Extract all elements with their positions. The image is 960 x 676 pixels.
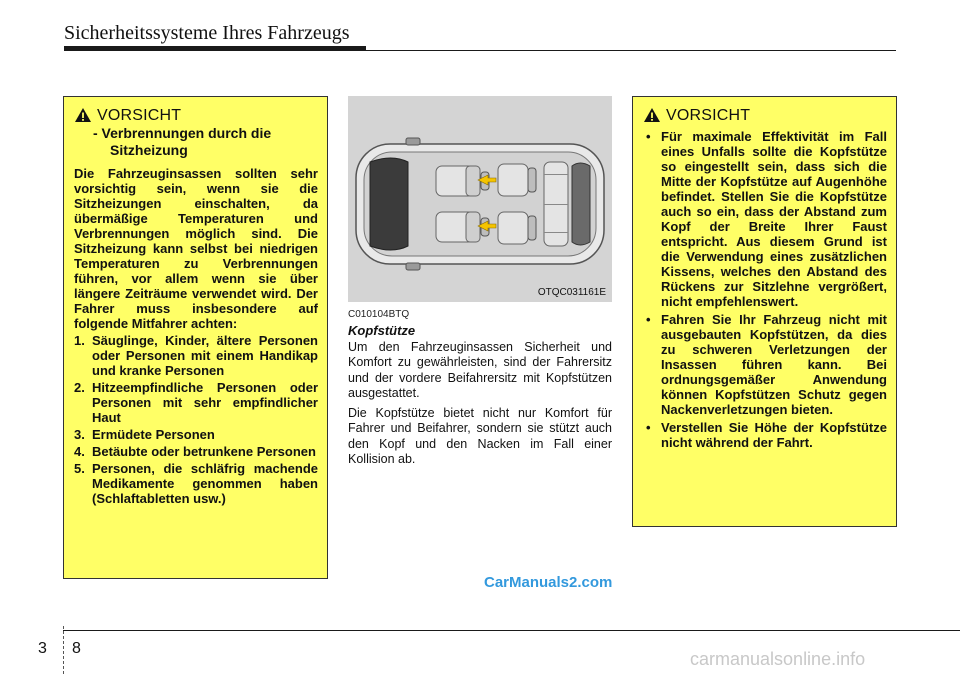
list-item-number: 3. — [74, 427, 85, 442]
bullet-icon: • — [646, 420, 651, 435]
list-item-text: Fahren Sie Ihr Fahrzeug nicht mit ausgebauten Kopfstützen, da dies zu schweren Verletzungen der Insassen führen kann. Bei ordnungsgemäßer Anwendung können Kopfstützen Schutz gegen Nackenverletzungen bieten. — [661, 312, 887, 417]
figure-label: OTQC031161E — [537, 287, 606, 298]
footer-divider — [63, 626, 64, 674]
list-item-number: 5. — [74, 461, 85, 476]
list-item-number: 4. — [74, 444, 85, 459]
footer-watermark: carmanualsonline.info — [690, 649, 866, 669]
body-paragraph: Die Kopfstütze bietet nicht nur Komfort für Fahrer und Beifahrer, sondern sie stützt auch den Kopf und den Nacken im Fall einer Kollision ab. — [348, 406, 612, 467]
caution-header — [643, 107, 887, 123]
page-header-title: Sicherheitssysteme Ihres Fahrzeugs — [64, 22, 350, 44]
watermark-link[interactable]: CarManuals2.com — [484, 574, 613, 591]
caution-numbered-list — [74, 333, 318, 506]
caution-intro-text: Die Fahrzeuginsassen sollten sehr vorsichtig sein, wenn sie die Sitzheizungen einschalten, da übermäßige Temperaturen und Verbrennungen möglich sind. Die Sitzheizung kann selbst bei niedrigen Temperaturen zu Verbrennungen führen, vor allem wenn sie über längere Zeiträume verwendet wird. Der Fahrer muss insbesondere auf folgende Mitfahrer achten: — [74, 166, 318, 331]
list-item-text: Für maximale Effektivität im Fall eines Unfalls sollte die Kopfstütze so eingestellt sein, dass sich die Mitte der Kopfstütze auf Augenhöhe befindet. Stellen Sie die Kopfstütze auch so ein, dass der Abstand zum Kopf der Breite Ihrer Faust entspricht. Aus diesem Grund ist die Verwendung eines zusätzlichen Kissens, welches den Abstand des Rückens zur Sitzlehne vergrößert, nicht empfehlenswert. — [661, 129, 887, 309]
section-title: Kopfstütze — [348, 323, 416, 338]
header-rule-thin — [366, 50, 896, 51]
list-item — [643, 312, 887, 417]
list-item — [74, 427, 318, 442]
list-item — [74, 444, 318, 459]
list-item-text: Verstellen Sie Höhe der Kopfstütze nicht während der Fahrt. — [661, 420, 887, 450]
list-item-text: Ermüdete Personen — [92, 427, 215, 442]
caution-bullet-list — [643, 129, 887, 450]
list-item-text: Personen, die schläfrig machende Medikamente genommen haben (Schlaftabletten usw.) — [92, 461, 318, 506]
list-item-text: Säuglinge, Kinder, ältere Personen oder Personen mit einem Handikap und kranke Personen — [92, 333, 318, 378]
bullet-icon: • — [646, 312, 651, 327]
bullet-icon: • — [646, 129, 651, 144]
section-ref-code: C010104BTQ — [348, 309, 410, 320]
chapter-number: 3 — [38, 640, 47, 657]
page-number: 8 — [72, 640, 81, 657]
vehicle-headrest-illustration — [348, 96, 612, 302]
caution-title: VORSICHT — [97, 106, 182, 124]
caution-subtitle-line2: Sitzheizung — [110, 142, 188, 158]
header-rule-thick — [64, 46, 366, 51]
list-item-number: 2. — [74, 380, 85, 395]
caution-header — [74, 107, 318, 123]
body-paragraph: Um den Fahrzeuginsassen Sicherheit und Komfort zu gewährleisten, sind der Fahrersitz und der vordere Beifahrersitz mit Kopfstützen ausgestattet. — [348, 340, 612, 401]
warning-triangle-icon — [74, 107, 92, 123]
list-item-text: Betäubte oder betrunkene Personen — [92, 444, 316, 459]
list-item-text: Hitzeempfindliche Personen oder Personen mit sehr empfindlicher Haut — [92, 380, 318, 425]
footer-rule — [63, 630, 960, 631]
list-item — [643, 420, 887, 450]
list-item — [74, 333, 318, 378]
list-item — [643, 129, 887, 309]
caution-subtitle-line1: - Verbrennungen durch die — [93, 125, 272, 141]
list-item-number: 1. — [74, 333, 85, 348]
caution-box-seat-heating — [63, 96, 328, 579]
vehicle-top-view-image — [348, 96, 612, 302]
list-item — [74, 461, 318, 506]
caution-title: VORSICHT — [666, 106, 751, 124]
warning-triangle-icon — [643, 107, 661, 123]
caution-box-headrest — [632, 96, 897, 527]
list-item — [74, 380, 318, 425]
